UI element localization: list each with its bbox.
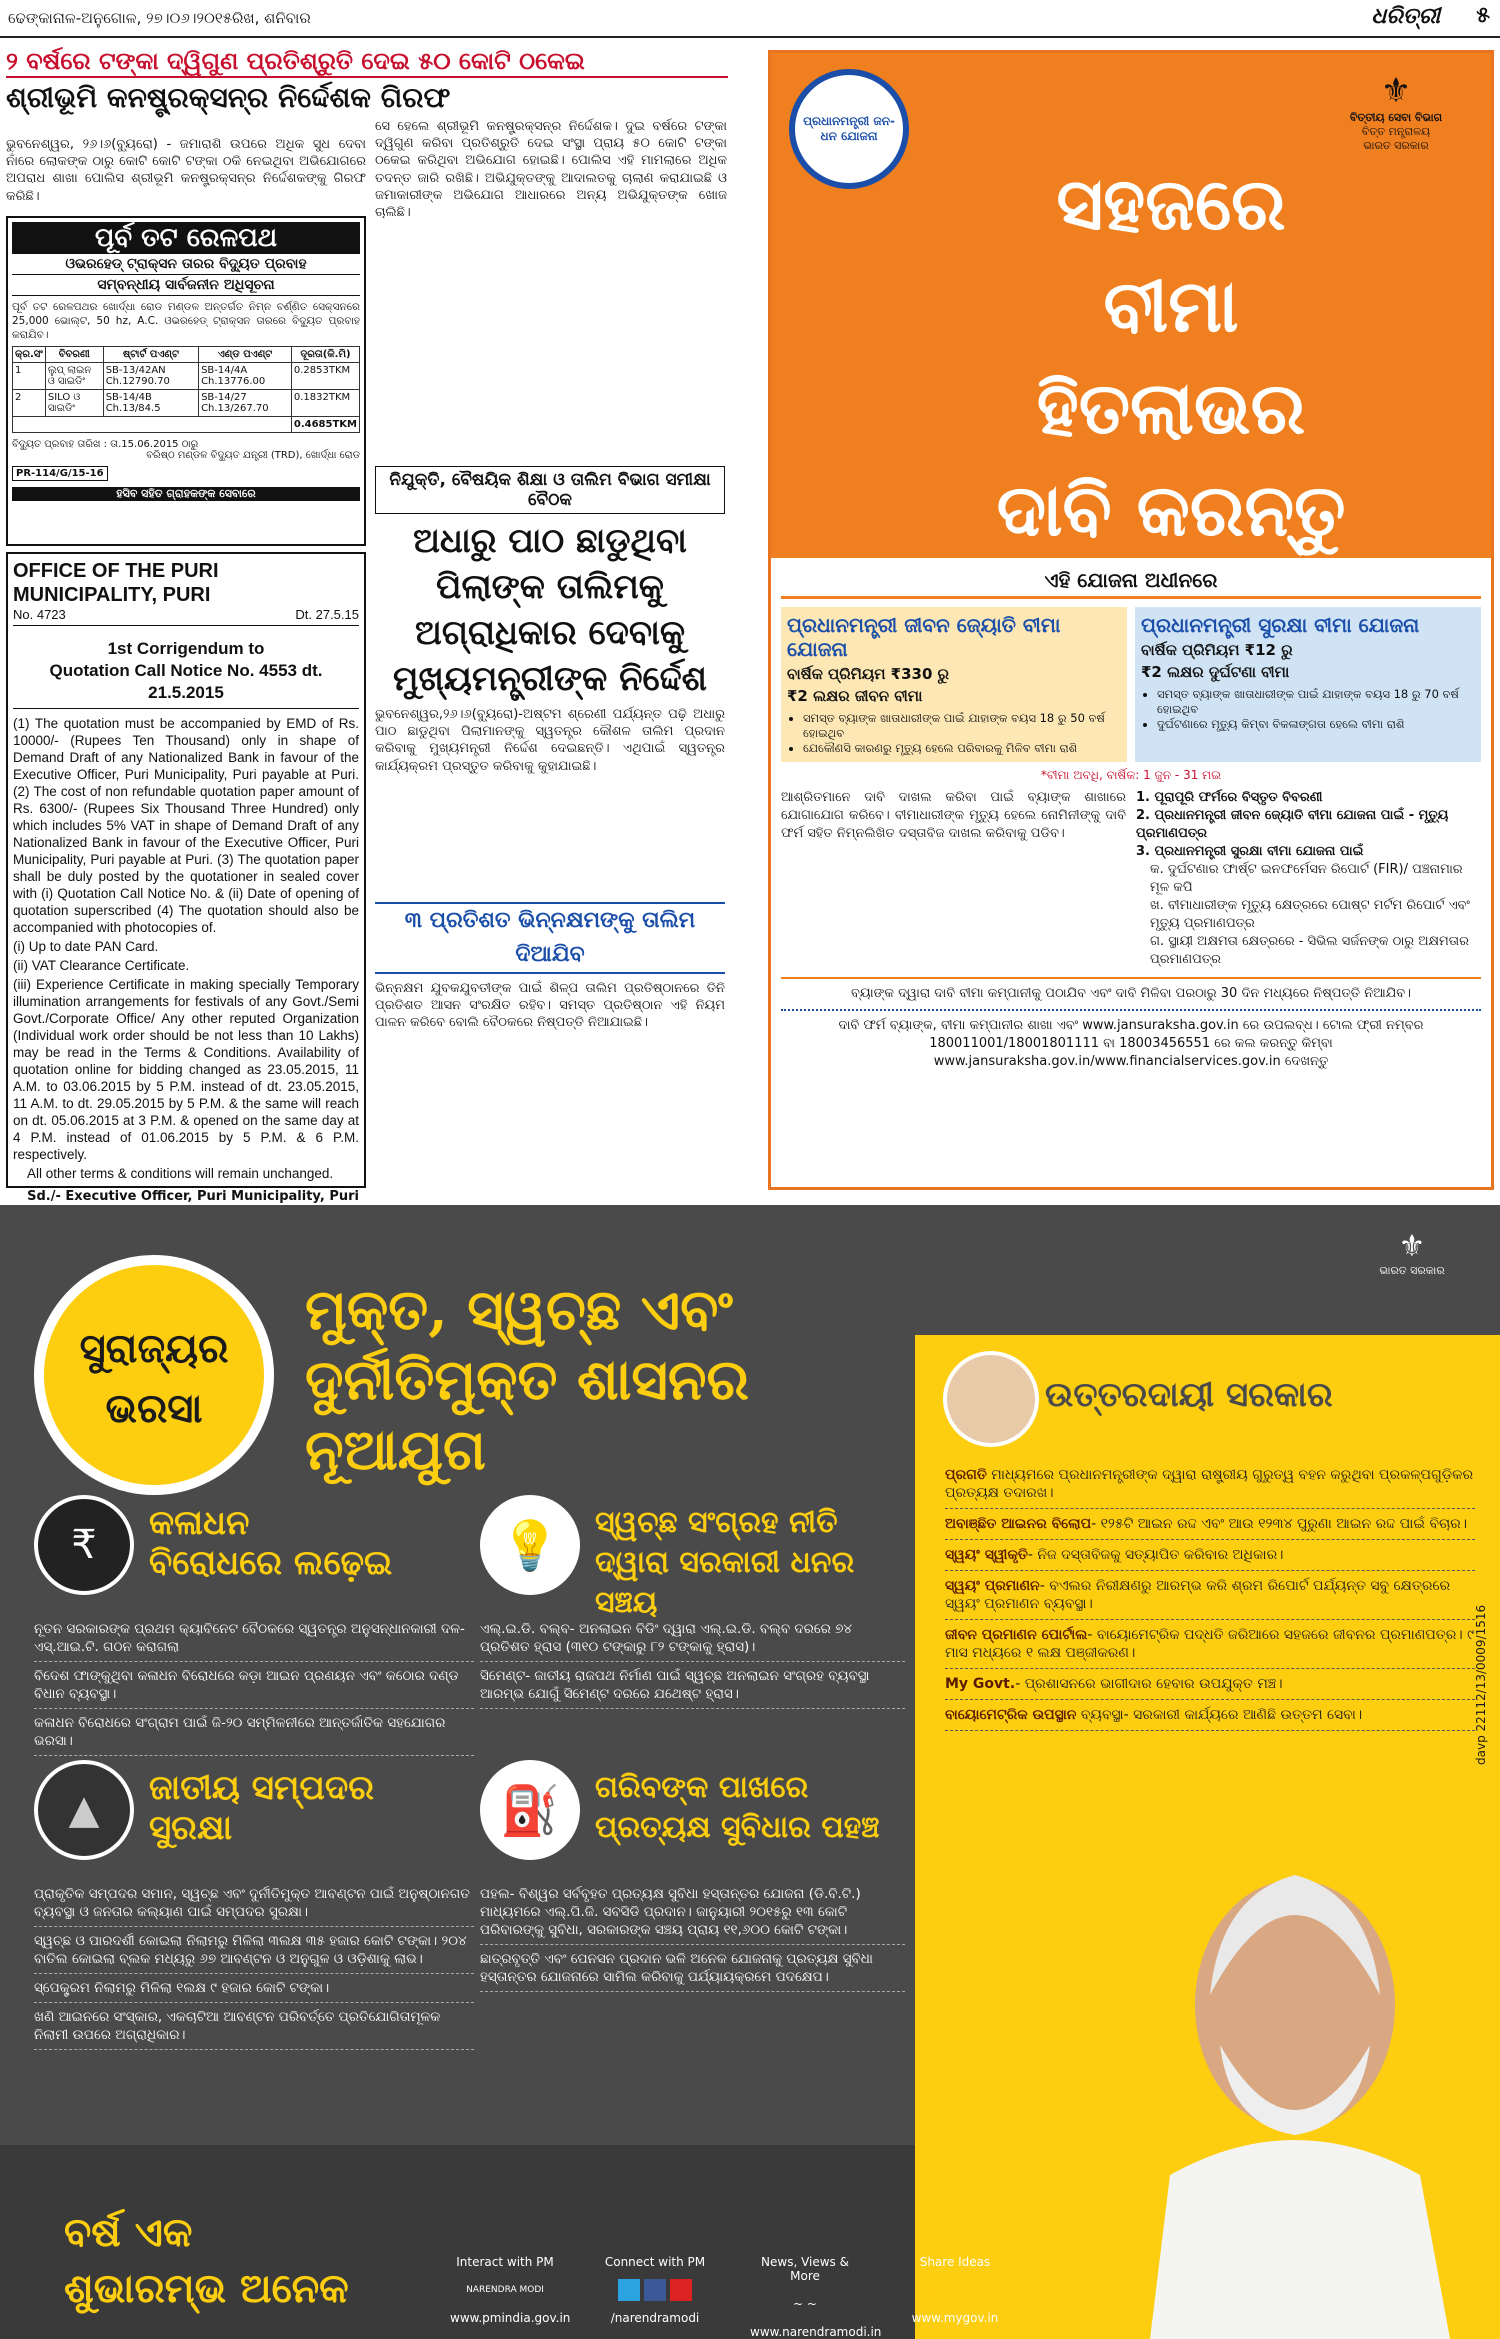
gas-cylinder-icon: ⛽ <box>480 1760 580 1860</box>
item-key: ସ୍ୱୟଂ ପ୍ରମାଣନ <box>945 1578 1040 1594</box>
list-item: ପ୍ରାକୃତିକ ସମ୍ପଦର ସମାନ, ସ୍ୱଚ୍ଛ ଏବଂ ଦୁର୍ନୀତିମୁକ୍ତ ଆବଣ୍ଟନ ପାଇଁ ଅନୁଷ୍ଠାନଗତ ବ୍ୟବସ୍ଥା ଓ ଜନତାର କଲ୍ୟାଣ ପାଇଁ ସମ୍ପଦର ସୁରକ୍ଷା। <box>34 1880 474 1927</box>
list-item: ନୂତନ ସରକାରଙ୍କ ପ୍ରଥମ କ୍ୟାବିନେଟ ବୈଠକରେ ସ୍ୱତନ୍ତ୍ର ଅନୁସନ୍ଧାନକାରୀ ଦଳ- ଏସ୍.ଆଇ.ଟି. ଗଠନ କରାଗଲା <box>34 1615 474 1662</box>
story-kicker: ୨ ବର୍ଷରେ ଟଙ୍କା ଦ୍ୱିଗୁଣ ପ୍ରତିଶ୍ରୁତି ଦେଇ ୫୦ କୋଟି ଠକେଇ <box>6 46 728 78</box>
section-title: ଜାତୀୟ ସମ୍ପଦର <box>149 1768 374 1808</box>
davp-code: davp 22112/13/0009/1516 <box>1474 1604 1488 1765</box>
emblem-icon: ⚜ <box>1380 71 1412 111</box>
railway-date: ବିଦ୍ୟୁତ ପ୍ରବାହ ତାରିଖ : ତା.15.06.2015 ଠାରୁ <box>12 439 199 450</box>
list-item <box>945 1620 1475 1669</box>
story2-subhead: ୩ ପ୍ରତିଶତ ଭିନ୍ନକ୍ଷମଙ୍କୁ ତାଲିମ ଦିଆଯିବ <box>375 902 725 974</box>
table-row <box>13 363 360 390</box>
col-head: ଏଣ୍ଡ ପଏଣ୍ଟ <box>199 347 292 363</box>
cell: 2 <box>13 390 46 417</box>
dept-line: ବିତ୍ତ ମନ୍ତ୍ରାଳୟ <box>1361 125 1431 138</box>
section-title: ସ୍ୱଚ୍ଛ ସଂଗ୍ରହ ନୀତି <box>595 1505 838 1540</box>
scheme-premium: ବାର୍ଷିକ ପ୍ରିମିୟମ ₹12 ରୁ <box>1141 641 1293 659</box>
gov-emblem <box>1372 1229 1452 1278</box>
cell: SB-14/27 Ch.13/267.70 <box>199 390 292 417</box>
money-bag-icon: ₹ <box>34 1495 134 1595</box>
item-text: ମାଧ୍ୟମରେ ପ୍ରଧାନମନ୍ତ୍ରୀଙ୍କ ଦ୍ୱାରା ରାଷ୍ଟ୍ରୀୟ ଗୁରୁତ୍ୱ ବହନ କରୁଥିବା ପ୍ରକଳ୍ପଗୁଡ଼ିକର ପ୍ରତ୍ୟକ୍ଷ ତଦାରଖ। <box>945 1467 1474 1501</box>
newspaper-logo: ଧରିତ୍ରୀ <box>1371 3 1440 29</box>
clause: (i) Up to date PAN Card. <box>13 939 159 954</box>
item-key: ଅବାଞ୍ଛିତ ଆଇନର ବିଲୋପ <box>945 1516 1092 1532</box>
col-head: ଦୂରତା(କି.ମି) <box>291 347 359 363</box>
link-heading: News, Views & More <box>761 2255 849 2283</box>
edition-date: ଢେଙ୍କାନାଳ-ଅନୁଗୋଳ, ୨୭।୦୬।୨୦୧୫ରିଖ, ଶନିବାର <box>8 9 311 27</box>
link-heading: Interact with PM <box>456 2255 554 2269</box>
scheme-cover: ₹2 ଲକ୍ଷର ଦୁର୍ଘଟଣା ବୀମା <box>1141 663 1290 681</box>
link-url[interactable]: www.narendramodi.in <box>750 2325 882 2339</box>
list-item: ସିମେଣ୍ଟ- ଜାତୀୟ ରାଜପଥ ନିର୍ମାଣ ପାଇଁ ସ୍ୱଚ୍ଛ ଅନଲାଇନ ସଂଗ୍ରହ ବ୍ୟବସ୍ଥା ଆରମ୍ଭ ଯୋଗୁଁ ସିମେଣ୍ଟ ଦରରେ ଯଥେଷ୍ଟ ହ୍ରାସ। <box>480 1662 905 1709</box>
railway-ref: PR-114/G/15-16 <box>12 466 108 481</box>
item-key: ଜୀବନ ପ୍ରମାଣନ ପୋର୍ଟାଲ <box>945 1627 1088 1643</box>
emblem-label: ଭାରତ ସରକାର <box>1379 1264 1445 1277</box>
list-item: • ସମସ୍ତ ବ୍ୟାଙ୍କ ଖାତାଧାରୀଙ୍କ ପାଇଁ ଯାହାଙ୍କ ବୟସ 18 ରୁ 70 ବର୍ଷ ହୋଇଥିବ <box>1157 687 1475 717</box>
pm-icon <box>450 2275 560 2305</box>
item-key: ପ୍ରଗତି <box>945 1467 987 1483</box>
clause: (iii) Experience Certificate in making specially Temporary illumination arrangements for festivals of any Govt./Semi Govt./Corporate Office/ Any other reputed Organization (Individual work order should be not less than 10 Lakhs) may be read in the Terms & Conditions. Availability of quotation online for bidding changed as 23.05.2015, 11 A.M. to 03.06.2015 by 5 P.M. instead of dt. 23.05.2015, 11 A.M. to dt. 29.05.2015 by 5 P.M. & the same will reach on dt. 05.06.2015 at 3 P.M. & opened on the same day at 4 P.M. instead of 01.06.2015 by 5 P.M. & 6 P.M. respectively. <box>13 977 359 1162</box>
citizens-photo <box>943 1351 1039 1447</box>
list-item: ବିଦେଶ ଫାଙ୍କୁଥିବା କଳାଧନ ବିରୋଧରେ କଡ଼ା ଆଇନ ପ୍ରଣୟନ ଏବଂ କଠୋର ଦଣ୍ଡ ବିଧାନ ବ୍ୟବସ୍ଥା। <box>34 1662 474 1709</box>
link-tag: NARENDRA MODI <box>466 2285 544 2295</box>
list-item: • ଦୁର୍ଘଟଣାରେ ମୃତ୍ୟୁ କିମ୍ବା ବିକଳାଙ୍ଗତା ହେଲେ ବୀମା ରାଶି <box>1157 717 1475 732</box>
link-heading: Share Ideas <box>919 2255 991 2269</box>
scheme-cover: ₹2 ଲକ୍ଷର ଜୀବନ ବୀମା <box>787 687 923 705</box>
clause: (ii) VAT Clearance Certificate. <box>13 958 190 973</box>
section-title: ବିରୋଧରେ ଲଢ଼େଇ <box>149 1543 393 1583</box>
helpline: ଦାବି ଫର୍ମ ବ୍ୟାଙ୍କ, ବୀମା କମ୍ପାନୀର ଶାଖା ଏବଂ www.jansuraksha.gov.in ରେ ଉପଲବ୍ଧ। ଟୋଲ ଫ୍ରୀ ନମ୍ବର 180011001/18001801111 ବା 18003456551 ରେ କଲ କରନ୍ତୁ କିମ୍ବା www.jansuraksha.gov.in/www.financialservices.gov.in ଦେଖନ୍ତୁ <box>781 1009 1481 1071</box>
youtube-icon[interactable] <box>670 2279 692 2301</box>
list-item <box>945 1460 1475 1509</box>
dept-line: ଭାରତ ସରକାର <box>1363 139 1429 152</box>
item-text: ବ୍ୟବସ୍ଥା- ସରକାରୀ କାର୍ଯ୍ୟରେ ଆଣିଛି ଉତ୍ତମ ସେବା। <box>1080 1707 1363 1723</box>
cell: 1 <box>13 363 46 390</box>
doc-item: ଗ. ସ୍ଥାୟୀ ଅକ୍ଷମତା କ୍ଷେତ୍ରରେ - ସିଭିଲ ସର୍ଜନଙ୍କ ଠାରୁ ଅକ୍ଷମତାର ପ୍ରମାଣପତ୍ର <box>1150 934 1469 967</box>
cell: SB-13/42AN Ch.12790.70 <box>103 363 198 390</box>
bulb-icon: 💡 <box>480 1495 580 1595</box>
signature: Sd./- Executive Officer, Puri Municipality, Puri <box>13 1186 359 1204</box>
story-fraud <box>6 46 728 118</box>
insurance-slogan <box>921 153 1421 561</box>
railway-notice <box>6 216 366 546</box>
link-mygov[interactable] <box>900 2255 1010 2339</box>
list-item: • ଯେକୌଣସି କାରଣରୁ ମୃତ୍ୟୁ ହେଲେ ପରିବାରକୁ ମିଳିବ ବୀମା ରାଶି <box>803 741 1121 756</box>
list-item: • ସମସ୍ତ ବ୍ୟାଙ୍କ ଖାତାଧାରୀଙ୍କ ପାଇଁ ଯାହାଙ୍କ ବୟସ 18 ରୁ 50 ବର୍ଷ ହୋଇଥିବ <box>803 711 1121 741</box>
jandhan-logo <box>789 69 909 189</box>
section-title: ଦ୍ୱାରା ସରକାରୀ ଧନର ସଞ୍ଚୟ <box>595 1545 855 1620</box>
facebook-icon[interactable] <box>644 2279 666 2301</box>
twitter-icon[interactable] <box>618 2279 640 2301</box>
item-text: - ପ୍ରଶାସନରେ ଭାଗୀଦାର ହେବାର ଉପଯୁକ୍ତ ମଞ୍ଚ। <box>1015 1676 1283 1692</box>
headline-line: ଦୁର୍ନୀତିମୁକ୍ତ ଶାସନର <box>305 1347 749 1413</box>
railway-body: ପୂର୍ବ ତଟ ରେଳପଥର ଖୋର୍ଦ୍ଧା ରୋଡ ମଣ୍ଡଳ ଅନ୍ତର୍ଗତ ନିମ୍ନ ବର୍ଣ୍ଣିତ ସେକ୍ସନରେ 25,000 ଭୋଲ୍ଟ, 50 hz, A.C. ଓଭରହେଡ୍ ଟ୍ରାକ୍ସନ ତାରରେ ବିଦ୍ୟୁତ ପ୍ରବାହ କରାଯିବ। <box>12 301 360 341</box>
item-key: ବାୟୋମେଟ୍ରିକ ଉପସ୍ଥାନ <box>945 1707 1077 1723</box>
scheme-premium: ବାର୍ଷିକ ପ୍ରିମିୟମ ₹330 ରୁ <box>787 665 949 683</box>
item-text: - ବଏଲର ନିରୀକ୍ଷଣରୁ ଆରମ୍ଭ କରି ଶ୍ରମ ରିପୋର୍ଟ ପର୍ଯ୍ୟନ୍ତ ସବୁ କ୍ଷେତ୍ରରେ ସ୍ୱୟଂ ପ୍ରମାଣନ ବ୍ୟବସ୍ଥା। <box>945 1578 1451 1612</box>
clause: All other terms & conditions will remain unchanged. <box>27 1166 334 1181</box>
link-url[interactable]: /narendramodi <box>610 2311 700 2325</box>
logo-text: ପ୍ରଧାନମନ୍ତ୍ରୀ ଜନ-ଧନ ଯୋଜନା <box>803 114 895 143</box>
section-title: କଳାଧନ <box>149 1503 250 1543</box>
railway-table <box>12 346 360 433</box>
story2-body2: ଭିନ୍ନକ୍ଷମ ଯୁବକଯୁବତୀଙ୍କ ପାଇଁ ଶିଳ୍ପ ତାଲିମ ପ୍ରତିଷ୍ଠାନରେ ତିନି ପ୍ରତିଶତ ଆସନ ସଂରକ୍ଷିତ ରହିବ। ସମସ୍ତ ପ୍ରତିଷ୍ଠାନ ଏହି ନିୟମ ପାଳନ କରିବେ ବୋଲି ବୈଠକରେ ନିଷ୍ପତ୍ତି ନିଆଯାଇଛି। <box>375 981 725 1031</box>
link-heading: Connect with PM <box>604 2255 706 2269</box>
corrigendum-line2: Quotation Call Notice No. 4553 dt. 21.5.2015 <box>49 661 323 702</box>
slogan-line: ଦାବି କରନ୍ତୁ <box>996 467 1346 552</box>
pm-portrait <box>1090 1775 1500 2339</box>
insurance-advert <box>768 50 1494 1190</box>
motto-line: ବର୍ଷ ଏକ <box>64 2209 193 2256</box>
scheme-name: ପ୍ରଧାନମନ୍ତ୍ରୀ ଜୀବନ ଜ୍ୟୋତି ବୀମା ଯୋଜନା <box>787 613 1061 661</box>
railway-footer: ହସିବ ସହିତ ଗ୍ରାହକଙ୍କ ସେବାରେ <box>12 487 360 501</box>
government-advert <box>0 1205 1500 2339</box>
list-item: ଏଲ୍.ଇ.ଡି. ବଲ୍ବ- ଅନଲାଇନ ବିଡିଂ ଦ୍ୱାରା ଏଲ୍.ଇ.ଡି. ବଲ୍ବ ଦରରେ ୭୪ ପ୍ରତିଶତ ହ୍ରାସ (୩୧୦ ଟଙ୍କାରୁ ୮୨ ଟଙ୍କାକୁ ହ୍ରାସ)। <box>480 1615 905 1662</box>
page-header <box>0 0 1500 38</box>
headline-line: ମୁକ୍ତ, ସ୍ୱଚ୍ଛ ଏବଂ <box>305 1277 733 1343</box>
slogan-line: ସହଜରେ <box>1056 161 1286 246</box>
badge-line: ସୁରାଜ୍ୟର <box>79 1325 229 1372</box>
list-item <box>945 1700 1475 1731</box>
cell: SB-14/4B Ch.13/84.5 <box>103 390 198 417</box>
list-item <box>945 1540 1475 1571</box>
table-row <box>13 390 360 417</box>
story-body-right: ସେ ହେଲେ ଶ୍ରୀଭୂମି କନଷ୍ଟ୍ରକ୍ସନ୍‌ର ନିର୍ଦ୍ଦେଶକ। ଦୁଇ ବର୍ଷରେ ଟଙ୍କା ଦ୍ୱିଗୁଣ କରିବା ପ୍ରତିଶ୍ରୁତି ଦେଇ ସଂସ୍ଥା ପ୍ରାୟ ୫୦ କୋଟି ଟଙ୍କା ଠକେଇ କରିଥିବା ଅଭିଯୋଗ ହୋଇଛି। ପୋଲିସ ଏହି ମାମଲାରେ ଅଧିକ ତଦନ୍ତ ଜାରି ରଖିଛି। ଅଭିଯୁକ୍ତଙ୍କୁ ଆଦାଲତକୁ ଚାଲାଣ କରାଯାଇଛି ଓ ଜମାକାରୀଙ୍କ ଅଭିଯୋଗ ଆଧାରରେ ଅନ୍ୟ ଅଭିଯୁକ୍ତଙ୍କ ଖୋଜ ଚାଲିଛି। <box>375 119 727 221</box>
coal-icon: ▲ <box>34 1760 134 1860</box>
doc-item: 1. ପୂରାପୂରି ଫର୍ମରେ ବିସ୍ତୃତ ବିବରଣୀ <box>1136 790 1323 805</box>
railway-title: ପୂର୍ବ ତଟ ରେଳପଥ <box>12 222 360 254</box>
puri-tender-notice <box>6 552 366 1204</box>
cell: SILO ଓ ସାଇଡିଂ <box>45 390 103 417</box>
signature-icon: ~ ~ <box>793 2297 817 2311</box>
story-training <box>375 466 725 1320</box>
section-title: ଗରିବଙ୍କ ପାଖରେ <box>595 1770 809 1805</box>
claim-intro: ଆଶ୍ରିତମାନେ ଦାବି ଦାଖଲ କରିବା ପାଇଁ ବ୍ୟାଙ୍କ ଶାଖାରେ ଯୋଗାଯୋଗ କରିବେ। ବୀମାଧାରୀଙ୍କ ମୃତ୍ୟୁ ହେଲେ ନୋମିନୀଙ୍କୁ ଦାବି ଫର୍ମ ସହିତ ନିମ୍ନଲିଖିତ ଦସ୍ତାବିଜ ଦାଖଲ କରିବାକୁ ପଡିବ। <box>781 790 1126 841</box>
emblem-block <box>1321 71 1471 153</box>
col-head: କ୍ର.ସଂ <box>13 347 46 363</box>
list-item: ଖଣି ଆଇନରେ ସଂସ୍କାର, ଏକଚାଟିଆ ଆବଣ୍ଟନ ପରିବର୍ତ୍ତେ ପ୍ରତିଯୋଗିତାମୂଳକ ନିଲାମୀ ଉପରେ ଅଗ୍ରାଧିକାର। <box>34 2003 474 2050</box>
railway-sub1: ଓଭରହେଡ୍ ଟ୍ରାକ୍ସନ ତାରର ବିଦ୍ୟୁତ ପ୍ରବାହ <box>12 254 360 275</box>
item-text: - ନିଜ ଦସ୍ତାବିଜକୁ ସତ୍ୟାପିତ କରିବାର ଅଧିକାର। <box>1027 1547 1284 1563</box>
doc-item: 3. ପ୍ରଧାନମନ୍ତ୍ରୀ ସୁରକ୍ଷା ବୀମା ଯୋଜନା ପାଇଁ <box>1136 844 1364 859</box>
list-item <box>945 1509 1475 1540</box>
scheme-name: ପ୍ରଧାନମନ୍ତ୍ରୀ ସୁରକ୍ଷା ବୀମା ଯୋଜନା <box>1141 613 1420 637</box>
railway-sub2: ସମ୍ବନ୍ଧୀୟ ସାର୍ବଜନୀନ ଅଧିସୂଚନା <box>12 275 360 296</box>
mygov-icon <box>900 2275 1010 2305</box>
list-item <box>945 1571 1475 1620</box>
story-body-left: ଭୁବନେଶ୍ୱର, ୨୬।୬(ବ୍ୟୁରୋ) - ଜମାରାଶି ଉପରେ ଅଧିକ ସୁଧ ଦେବା ନାଁରେ ଲୋକଙ୍କ ଠାରୁ କୋଟି କୋଟି ଟଙ୍କା ଠକି ନେଇଥିବା ଅଭିଯୋଗରେ ଅପରାଧ ଶାଖା ପୋଲିସ ଶ୍ରୀଭୂମି କନଷ୍ଟ୍ରକ୍ସନ୍‌ର ନିର୍ଦ୍ଦେଶକଙ୍କୁ ଗିରଫ କରିଛି। <box>6 137 366 204</box>
notice-number: No. 4723 <box>13 607 66 622</box>
doc-item: ଖ. ବୀମାଧାରୀଙ୍କ ମୃତ୍ୟୁ କ୍ଷେତ୍ରରେ ପୋଷ୍ଟ ମର୍ଟମ ରିପୋର୍ଟ ଏବଂ ମୃତ୍ୟୁ ପ୍ରମାଣପତ୍ର <box>1150 898 1470 931</box>
cell: SB-14/4A Ch.13776.00 <box>199 363 292 390</box>
list-item: ଛାତ୍ରବୃତ୍ତି ଏବଂ ପେନସନ ପ୍ରଦାନ ଭଳି ଅନେକ ଯୋଜନାକୁ ପ୍ରତ୍ୟକ୍ଷ ସୁବିଧା ହସ୍ତାନ୍ତର ଯୋଜନାରେ ସାମିଲ କରିବାକୁ ପର୍ଯ୍ୟାୟକ୍ରମେ ପଦକ୍ଷେପ। <box>480 1945 905 1992</box>
section-title: ପ୍ରତ୍ୟକ୍ଷ ସୁବିଧାର ପହଞ୍ଚ <box>595 1810 880 1845</box>
puri-title: OFFICE OF THE PURI MUNICIPALITY, PURI <box>13 560 219 606</box>
doc-item: କ. ଦୁର୍ଘଟଣାର ଫାର୍ଷ୍ଟ ଇନଫର୍ମେସନ ରିପୋର୍ଟ (FIR)/ ପଞ୍ଚନାମାର ମୂଳ କପି <box>1150 862 1463 895</box>
motto-line: ଶୁଭାରମ୍ଭ ଅନେକ <box>64 2265 349 2312</box>
insurance-banner <box>771 53 1491 558</box>
notice-date: Dt. 27.5.15 <box>295 607 359 622</box>
item-key: ସ୍ୱୟଂ ସ୍ୱୀକୃତି <box>945 1547 1028 1563</box>
item-text: - ୧୨୫ଟି ଆଇନ ରଦ୍ଦ ଏବଂ ଆଉ ୧୨୩୪ ପୁରୁଣା ଆଇନ ରଦ୍ଦ ପାଇଁ ବିଚାର। <box>1091 1516 1468 1532</box>
dept-line: ବିତ୍ତୀୟ ସେବା ବିଭାଗ <box>1349 111 1443 124</box>
insurance-note: *ବୀମା ଅବଧି, ବାର୍ଷିକ: 1 ଜୁନ - 31 ମଇ <box>1040 768 1222 782</box>
slogan-line: ହିତଲାଭର <box>1036 365 1306 450</box>
list-item: ସ୍ୱଚ୍ଛ ଓ ପାରଦର୍ଶୀ କୋଇଲା ନିଲାମରୁ ମିଳିଲା ୩ଲକ୍ଷ ୩୫ ହଜାର କୋଟି ଟଙ୍କା। ୨୦୪ ବାତିଲ କୋଇଲା ବ୍ଲକ ମଧ୍ୟରୁ ୬୭ ଆବଣ୍ଟନ ଓ ଅନୁଗୁଳ ଓ ଓଡ଼ିଶାକୁ ଲାଭ। <box>34 1927 474 1974</box>
scheme-pmsby <box>1135 607 1481 762</box>
gov-headline <box>305 1275 925 1485</box>
link-social[interactable] <box>600 2255 710 2339</box>
col-head: ବିବରଣୀ <box>45 347 103 363</box>
suraj-badge <box>34 1255 274 1495</box>
item-text: - ବାୟୋମେଟ୍ରିକ ପଦ୍ଧତି ଜରିଆରେ ସହଜରେ ଜୀବନର ପ୍ରମାଣପତ୍ର। ୯ ମାସ ମଧ୍ୟରେ ୧ ଲକ୍ଷ ପଞ୍ଜୀକରଣ। <box>945 1627 1475 1661</box>
story2-body: ଭୁବନେଶ୍ୱର,୨୬।୬(ବ୍ୟୁରୋ)-ଅଷ୍ଟମ ଶ୍ରେଣୀ ପର୍ଯ୍ୟନ୍ତ ପଢ଼ି ଅଧାରୁ ପାଠ ଛାଡୁଥିବା ପିଲାମାନଙ୍କୁ ସ୍ୱତନ୍ତ୍ର କୌଶଳ ତାଲିମ ପ୍ରଦାନ କରିବାକୁ ମୁଖ୍ୟମନ୍ତ୍ରୀ ନିର୍ଦ୍ଦେଶ ଦେଇଛନ୍ତି। ଏଥିପାଇଁ ସ୍ୱତନ୍ତ୍ର କାର୍ଯ୍ୟକ୍ରମ ପ୍ରସ୍ତୁତ କରିବାକୁ କୁହାଯାଇଛି। <box>375 707 725 774</box>
story2-kicker: ନିଯୁକ୍ତି, ବୈଷୟିକ ଶିକ୍ଷା ଓ ତାଲିମ ବିଭାଗ ସମୀକ୍ଷା ବୈଠକ <box>375 466 725 514</box>
link-narendramodi[interactable] <box>750 2255 882 2339</box>
link-tag: MY GOV <box>928 2283 982 2297</box>
headline-line: ନୂଆଯୁଗ <box>305 1417 487 1483</box>
page-number: ୫ <box>1476 3 1490 28</box>
anniversary-motto <box>64 2205 349 2317</box>
social-links <box>450 2255 1010 2339</box>
slogan-line: ବୀମା <box>1103 263 1239 348</box>
link-url[interactable]: www.pmindia.gov.in <box>450 2311 571 2325</box>
doc-item: 2. ପ୍ରଧାନମନ୍ତ୍ରୀ ଜୀବନ ଜ୍ୟୋତି ବୀମା ଯୋଜନା ପାଇଁ - ମୃତ୍ୟୁ ପ୍ରମାଣପତ୍ର <box>1136 808 1449 841</box>
corrigendum-line1: 1st Corrigendum to <box>107 639 265 658</box>
item-key: My Govt. <box>945 1676 1016 1692</box>
emblem-icon: ⚜ <box>1398 1229 1426 1264</box>
total: 0.4685TKM <box>291 417 359 433</box>
scheme-pmjjby <box>781 607 1127 762</box>
clause: (1) The quotation must be accompanied by EMD of Rs. 10000/- (Rupees Ten Thousand) only in shape of Demand Draft of any Nationalized Bank in favour of the Executive Officer, Puri Municipality, Puri payable at Puri. (2) The cost of non refundable quotation paper amount of Rs. 6300/- (Rupees Six Thousand Three Hundred) only which includes 5% VAT in shape of Demand Draft of any Nationalized Bank in favour of the Executive Officer, Puri Municipality, Puri payable at Puri. (3) The quotation paper shall be duly posted by the quotationer in sealed cover with (i) Quotation Call Notice No. & (ii) Date of opening of quotation superscribed (4) The quotation should also be accompanied with photocopies of. <box>13 716 359 935</box>
story-headline: ଶ୍ରୀଭୂମି କନଷ୍ଟ୍ରକ୍ସନ୍‌ର ନିର୍ଦ୍ଦେଶକ ଗିରଫ <box>6 81 451 114</box>
link-url[interactable]: www.mygov.in <box>911 2311 999 2325</box>
claim-process: ବ୍ୟାଙ୍କ ଦ୍ୱାରା ଦାବି ବୀମା କମ୍ପାନୀକୁ ପଠାଯିବ ଏବଂ ଦାବି ମିଳିବା ପରଠାରୁ 30 ଦିନ ମଧ୍ୟରେ ନିଷ୍ପତ୍ତି ନିଆଯିବ। <box>781 977 1481 1003</box>
list-item: ସ୍ପେକ୍ଟ୍ରମ ନିଲାମରୁ ମିଳିଲା ୧ଲକ୍ଷ ୯ ହଜାର କୋଟି ଟଙ୍କା। <box>34 1974 474 2003</box>
scheme-heading: ଏହି ଯୋଜନା ଅଧୀନରେ <box>781 568 1481 599</box>
link-pmindia[interactable] <box>450 2255 571 2339</box>
col-head: ଷ୍ଟାର୍ଟ ପଏଣ୍ଟ <box>103 347 198 363</box>
badge-line: ଭରସା <box>105 1385 203 1432</box>
panel-title: ଉତ୍ତରଦାୟୀ ସରକାର <box>1045 1375 1333 1415</box>
cell: 0.1832TKM <box>291 390 359 417</box>
list-item: ପହଲ- ବିଶ୍ୱର ସର୍ବବୃହତ ପ୍ରତ୍ୟକ୍ଷ ସୁବିଧା ହସ୍ତାନ୍ତର ଯୋଜନା (ଡି.ବି.ଟି.) ମାଧ୍ୟମରେ ଏଲ୍.ପି.ଜି. ସବସିଡି ପ୍ରଦାନ। ଜାନୁୟାରୀ ୨୦୧୫ରୁ ୧୩ କୋଟି ପରିବାରଙ୍କୁ ସୁବିଧା, ସରକାରଙ୍କ ସଞ୍ଚୟ ପ୍ରାୟ ୧୧,୬୦୦ କୋଟି ଟଙ୍କା। <box>480 1880 905 1945</box>
railway-officer: ବରିଷ୍ଠ ମଣ୍ଡଳ ବିଦ୍ୟୁତ ଯନ୍ତ୍ରୀ (TRD), ଖୋର୍ଦ୍ଧା ରୋଡ <box>146 450 360 461</box>
cell: 0.2853TKM <box>291 363 359 390</box>
section-title: ସୁରକ୍ଷା <box>149 1808 233 1848</box>
claim-docs <box>1136 789 1481 969</box>
list-item <box>945 1669 1475 1700</box>
cell: ଲୁପ୍ ଲାଇନ ଓ ସାଇଡିଂ <box>45 363 103 390</box>
list-item: କଳାଧନ ବିରୋଧରେ ସଂଗ୍ରାମ ପାଇଁ ଜି-୨୦ ସମ୍ମିଳନୀରେ ଆନ୍ତର୍ଜାତିକ ସହଯୋଗର ଭରସା। <box>34 1709 474 1756</box>
story2-headline: ଅଧାରୁ ପାଠ ଛାଡୁଥିବା ପିଲାଙ୍କ ତାଲିମକୁ ଅଗ୍ରାଧିକାର ଦେବାକୁ ମୁଖ୍ୟମନ୍ତ୍ରୀଙ୍କ ନିର୍ଦ୍ଦେଶ <box>393 521 707 699</box>
